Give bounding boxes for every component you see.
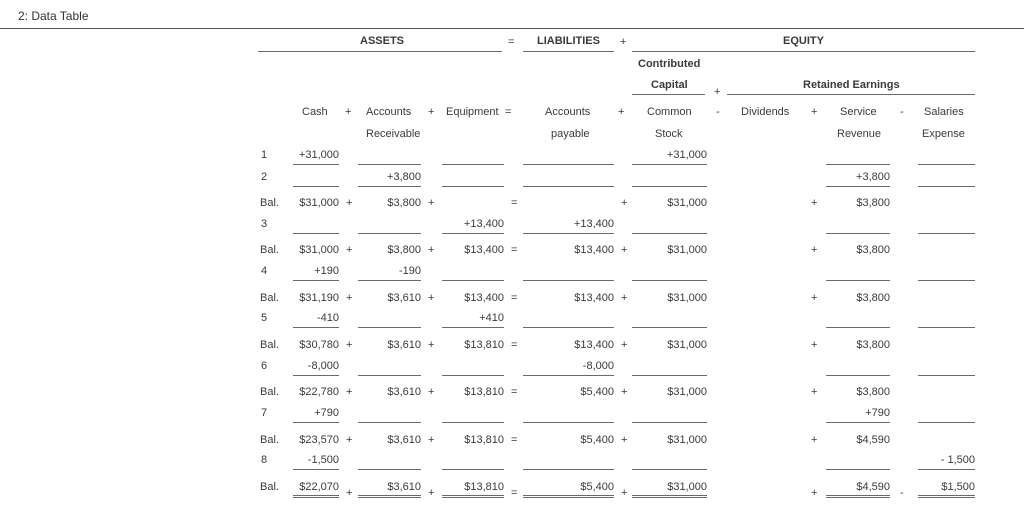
- cell-ap: $13,400: [574, 244, 614, 256]
- cell-ap: $13,400: [574, 292, 614, 304]
- plus-sign: +: [428, 106, 435, 118]
- col-ar: Accounts: [366, 106, 412, 118]
- cell-cash: $31,000: [299, 244, 339, 256]
- cell-cash: +190: [314, 265, 339, 277]
- entry-underline: [523, 280, 614, 281]
- cell-cs: $31,000: [667, 339, 707, 351]
- double-underline: [632, 495, 707, 498]
- window-title: 2: Data Table: [18, 9, 89, 23]
- balance-label: Bal.: [260, 244, 279, 256]
- transaction-label: 7: [261, 407, 268, 419]
- entry-underline: [918, 164, 975, 165]
- entry-underline: [632, 469, 707, 470]
- equals-sign: =: [508, 36, 515, 48]
- plus-sign: +: [621, 487, 628, 499]
- cell-eq: +410: [479, 312, 504, 324]
- cell-ar: $3,800: [387, 197, 421, 209]
- entry-underline: [826, 422, 890, 423]
- double-underline: [442, 495, 504, 498]
- entry-underline: [632, 375, 707, 376]
- plus-sign: +: [345, 106, 352, 118]
- cell-eq: $13,400: [464, 292, 504, 304]
- cell-sr: $3,800: [856, 197, 890, 209]
- cell-sr: +3,800: [856, 171, 890, 183]
- cell-ar: -190: [398, 265, 421, 277]
- col-common-stock-line2: Stock: [655, 128, 683, 140]
- cell-ar: $3,610: [387, 481, 421, 493]
- entry-underline: [442, 327, 504, 328]
- double-underline: [523, 495, 614, 498]
- plus-sign: +: [811, 434, 818, 446]
- double-underline: [918, 495, 975, 498]
- cell-eq: +13,400: [463, 218, 504, 230]
- entry-underline: [826, 164, 890, 165]
- equals-sign: =: [511, 434, 518, 446]
- plus-sign: +: [621, 197, 628, 209]
- plus-sign: +: [346, 487, 353, 499]
- cell-cs: $31,000: [667, 292, 707, 304]
- capital-header: Capital: [651, 79, 688, 91]
- entry-underline: [632, 233, 707, 234]
- balance-label: Bal.: [260, 481, 279, 493]
- cell-se: - 1,500: [940, 454, 975, 466]
- entry-underline: [632, 164, 707, 165]
- assets-header: ASSETS: [360, 35, 405, 47]
- equals-sign: =: [511, 292, 518, 304]
- cell-eq: $13,400: [464, 244, 504, 256]
- entry-underline: [826, 280, 890, 281]
- entry-underline: [918, 469, 975, 470]
- plus-sign: +: [618, 106, 625, 118]
- cell-cs: $31,000: [667, 481, 707, 493]
- cell-sr: $3,800: [856, 339, 890, 351]
- entry-underline: [358, 327, 421, 328]
- plus-sign: +: [811, 244, 818, 256]
- cell-cs: $31,000: [667, 244, 707, 256]
- plus-sign: +: [428, 487, 435, 499]
- entry-underline: [358, 186, 421, 187]
- plus-sign: +: [621, 434, 628, 446]
- entry-underline: [523, 233, 614, 234]
- entry-underline: [442, 422, 504, 423]
- entry-underline: [293, 469, 339, 470]
- col-service-revenue: Service: [840, 106, 877, 118]
- entry-underline: [632, 186, 707, 187]
- cell-cs: +31,000: [666, 149, 707, 161]
- entry-underline: [523, 422, 614, 423]
- equals-sign: =: [511, 339, 518, 351]
- cell-cash: -1,500: [307, 454, 339, 466]
- plus-sign: +: [346, 244, 353, 256]
- entry-underline: [358, 375, 421, 376]
- col-common-stock: Common: [647, 106, 692, 118]
- equals-sign: =: [511, 386, 518, 398]
- equals-sign: =: [505, 106, 512, 118]
- plus-sign: +: [346, 197, 353, 209]
- transaction-label: 8: [261, 454, 268, 466]
- col-ar-line2: Receivable: [366, 128, 421, 140]
- equals-sign: =: [511, 197, 518, 209]
- cell-ar: $3,800: [387, 244, 421, 256]
- entry-underline: [632, 280, 707, 281]
- entry-underline: [442, 280, 504, 281]
- entry-underline: [918, 422, 975, 423]
- transaction-label: 2: [261, 171, 268, 183]
- cell-sr: $3,800: [856, 386, 890, 398]
- contributed-rule: [632, 94, 705, 95]
- entry-underline: [918, 280, 975, 281]
- col-ap: Accounts: [545, 106, 591, 118]
- entry-underline: [293, 375, 339, 376]
- minus-sign: -: [716, 106, 720, 118]
- retained-rule: [727, 94, 975, 95]
- equity-header: EQUITY: [783, 35, 824, 47]
- cell-cash: +31,000: [298, 149, 339, 161]
- cell-ap: -8,000: [582, 360, 614, 372]
- entry-underline: [293, 327, 339, 328]
- plus-sign: +: [811, 197, 818, 209]
- entry-underline: [358, 280, 421, 281]
- double-underline: [826, 495, 890, 498]
- balance-label: Bal.: [260, 339, 279, 351]
- cell-cash: $31,190: [299, 292, 339, 304]
- equals-sign: =: [511, 244, 518, 256]
- equity-rule: [632, 51, 975, 52]
- cell-cash: $22,780: [299, 386, 339, 398]
- entry-underline: [918, 327, 975, 328]
- transaction-label: 4: [261, 265, 268, 277]
- plus-sign: +: [811, 106, 818, 118]
- liabilities-rule: [523, 51, 614, 52]
- cell-eq: $13,810: [464, 339, 504, 351]
- balance-label: Bal.: [260, 434, 279, 446]
- cell-cash: $30,780: [299, 339, 339, 351]
- col-ap-line2: payable: [551, 128, 590, 140]
- cell-sr: $3,800: [856, 292, 890, 304]
- cell-ap: +13,400: [573, 218, 614, 230]
- cell-sr: $4,590: [856, 434, 890, 446]
- entry-underline: [918, 233, 975, 234]
- plus-sign: +: [620, 36, 627, 48]
- plus-sign: +: [811, 292, 818, 304]
- plus-sign: +: [621, 386, 628, 398]
- cell-eq: $13,810: [464, 481, 504, 493]
- entry-underline: [442, 469, 504, 470]
- col-service-revenue-line2: Revenue: [837, 128, 882, 140]
- cell-cash: $31,000: [299, 197, 339, 209]
- cell-eq: $13,810: [464, 434, 504, 446]
- transaction-label: 3: [261, 218, 268, 230]
- plus-sign: +: [346, 386, 353, 398]
- entry-underline: [293, 186, 339, 187]
- transaction-label: 6: [261, 360, 268, 372]
- entry-underline: [523, 164, 614, 165]
- cell-sr: $4,590: [856, 481, 890, 493]
- plus-sign: +: [811, 386, 818, 398]
- entry-underline: [293, 233, 339, 234]
- col-equipment: Equipment: [446, 106, 499, 118]
- entry-underline: [442, 233, 504, 234]
- liabilities-header: LIABILITIES: [537, 35, 600, 47]
- assets-rule: [258, 51, 502, 52]
- cell-ar: $3,610: [387, 434, 421, 446]
- entry-underline: [826, 469, 890, 470]
- plus-sign: +: [428, 292, 435, 304]
- cell-se: $1,500: [941, 481, 975, 493]
- entry-underline: [523, 469, 614, 470]
- col-dividends: Dividends: [741, 106, 790, 118]
- balance-label: Bal.: [260, 386, 279, 398]
- cell-cash: $22,070: [299, 481, 339, 493]
- balance-label: Bal.: [260, 292, 279, 304]
- title-divider: [0, 28, 1024, 29]
- cell-cs: $31,000: [667, 386, 707, 398]
- double-underline: [293, 495, 339, 498]
- plus-sign: +: [428, 386, 435, 398]
- plus-sign: +: [811, 339, 818, 351]
- equals-sign: =: [511, 487, 518, 499]
- entry-underline: [523, 327, 614, 328]
- entry-underline: [442, 186, 504, 187]
- entry-underline: [632, 327, 707, 328]
- cell-ar: $3,610: [387, 386, 421, 398]
- entry-underline: [632, 422, 707, 423]
- balance-label: Bal.: [260, 197, 279, 209]
- plus-sign: +: [621, 292, 628, 304]
- plus-sign: +: [428, 244, 435, 256]
- minus-sign: -: [900, 487, 904, 499]
- entry-underline: [358, 422, 421, 423]
- entry-underline: [918, 375, 975, 376]
- minus-sign: -: [900, 106, 904, 118]
- entry-underline: [358, 164, 421, 165]
- col-cash: Cash: [302, 106, 328, 118]
- entry-underline: [523, 186, 614, 187]
- cell-sr: $3,800: [856, 244, 890, 256]
- entry-underline: [918, 186, 975, 187]
- double-underline: [358, 495, 421, 498]
- contributed-header: Contributed: [638, 58, 701, 70]
- transaction-label: 5: [261, 312, 268, 324]
- cell-ap: $5,400: [580, 481, 614, 493]
- entry-underline: [442, 375, 504, 376]
- cell-cash: $23,570: [299, 434, 339, 446]
- entry-underline: [293, 422, 339, 423]
- plus-sign: +: [811, 487, 818, 499]
- cell-ar: $3,610: [387, 292, 421, 304]
- cell-sr: +790: [865, 407, 890, 419]
- entry-underline: [826, 375, 890, 376]
- entry-underline: [358, 469, 421, 470]
- entry-underline: [826, 233, 890, 234]
- cell-cash: -8,000: [307, 360, 339, 372]
- entry-underline: [826, 186, 890, 187]
- entry-underline: [293, 280, 339, 281]
- plus-sign: +: [428, 434, 435, 446]
- plus-sign: +: [346, 434, 353, 446]
- plus-sign: +: [621, 244, 628, 256]
- cell-ap: $5,400: [580, 434, 614, 446]
- entry-underline: [293, 164, 339, 165]
- cell-cash: +790: [314, 407, 339, 419]
- cell-ap: $13,400: [574, 339, 614, 351]
- col-salaries-expense: Salaries: [924, 106, 964, 118]
- plus-sign: +: [428, 197, 435, 209]
- entry-underline: [358, 233, 421, 234]
- plus-sign: +: [714, 86, 721, 98]
- cell-cs: $31,000: [667, 434, 707, 446]
- cell-ar: $3,610: [387, 339, 421, 351]
- plus-sign: +: [346, 292, 353, 304]
- entry-underline: [826, 327, 890, 328]
- cell-ap: $5,400: [580, 386, 614, 398]
- entry-underline: [523, 375, 614, 376]
- cell-cash: -410: [316, 312, 339, 324]
- plus-sign: +: [621, 339, 628, 351]
- cell-ar: +3,800: [387, 171, 421, 183]
- cell-eq: $13,810: [464, 386, 504, 398]
- cell-cs: $31,000: [667, 197, 707, 209]
- transaction-label: 1: [261, 149, 268, 161]
- entry-underline: [442, 164, 504, 165]
- retained-earnings-header: Retained Earnings: [803, 79, 900, 91]
- plus-sign: +: [428, 339, 435, 351]
- plus-sign: +: [346, 339, 353, 351]
- col-salaries-expense-line2: Expense: [922, 128, 965, 140]
